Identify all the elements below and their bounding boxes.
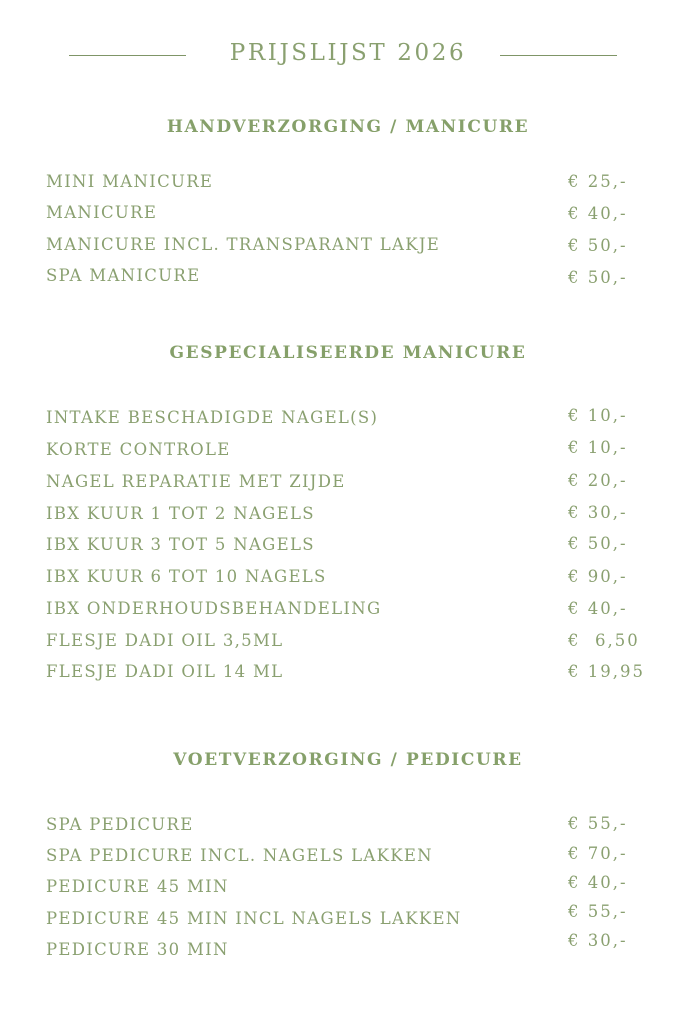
service-name: SPA PEDICURE INCL. NAGELS LAKKEN — [46, 846, 433, 865]
title-divider-right — [500, 55, 617, 56]
price-row — [0, 931, 696, 964]
service-price: € 40,- — [568, 873, 628, 892]
service-name: NAGEL REPARATIE MET ZIJDE — [46, 472, 346, 491]
price-row — [0, 235, 696, 259]
service-price: € 20,- — [568, 471, 628, 490]
service-price: € 10,- — [568, 406, 628, 425]
service-price: € 55,- — [568, 814, 628, 833]
section-heading-manicure: HANDVERZORGING / MANICURE — [166, 117, 530, 137]
price-row — [0, 172, 696, 196]
price-row — [0, 815, 696, 839]
price-row — [0, 567, 696, 591]
service-name: IBX KUUR 1 TOT 2 NAGELS — [46, 504, 315, 523]
price-row — [0, 662, 696, 686]
service-name: IBX KUUR 3 TOT 5 NAGELS — [46, 535, 315, 554]
price-row — [0, 873, 696, 901]
service-name: SPA PEDICURE — [46, 815, 194, 834]
section-heading-pedicure: VOETVERZORGING / PEDICURE — [173, 750, 523, 770]
service-name: FLESJE DADI OIL 3,5ML — [46, 631, 284, 650]
service-name: PEDICURE 45 MIN — [46, 877, 229, 896]
service-price: € 50,- — [568, 268, 628, 287]
service-name: PEDICURE 45 MIN INCL NAGELS LAKKEN — [46, 909, 462, 928]
price-row — [0, 846, 696, 870]
service-price: € 40,- — [568, 204, 628, 223]
service-name: MANICURE INCL. TRANSPARANT LAKJE — [46, 235, 441, 254]
service-price: € 40,- — [568, 599, 628, 618]
service-price: € 25,- — [568, 172, 628, 191]
service-name: PEDICURE 30 MIN — [46, 940, 229, 959]
service-name: MINI MANICURE — [46, 172, 214, 191]
price-row — [0, 408, 696, 432]
service-price: € 55,- — [568, 902, 628, 921]
price-row — [0, 599, 696, 623]
service-name: INTAKE BESCHADIGDE NAGEL(S) — [46, 408, 379, 427]
price-row — [0, 535, 696, 559]
service-price: € 10,- — [568, 438, 628, 457]
service-price: € 30,- — [568, 931, 628, 950]
service-name: FLESJE DADI OIL 14 ML — [46, 662, 284, 681]
price-row — [0, 203, 696, 227]
service-name: SPA MANICURE — [46, 266, 201, 285]
service-name: MANICURE — [46, 203, 158, 222]
price-row — [0, 472, 696, 496]
service-price: € 30,- — [568, 503, 628, 522]
section-heading-specialized-manicure: GESPECIALISEERDE MANICURE — [169, 343, 527, 363]
title-row — [0, 36, 696, 76]
price-row — [0, 504, 696, 528]
price-row — [0, 631, 696, 655]
page-title: PRIJSLIJST 2026 — [229, 40, 467, 66]
price-row — [0, 902, 696, 933]
service-price: € 19,95 — [568, 662, 645, 681]
price-row — [0, 440, 696, 464]
price-row — [0, 266, 696, 290]
service-price: € 50,- — [568, 236, 628, 255]
service-name: IBX KUUR 6 TOT 10 NAGELS — [46, 567, 327, 586]
service-name: IBX ONDERHOUDSBEHANDELING — [46, 599, 382, 618]
service-price: € 90,- — [568, 567, 628, 586]
service-price: € 6,50 — [568, 631, 640, 650]
service-price: € 70,- — [568, 844, 628, 863]
service-price: € 50,- — [568, 534, 628, 553]
service-name: KORTE CONTROLE — [46, 440, 231, 459]
